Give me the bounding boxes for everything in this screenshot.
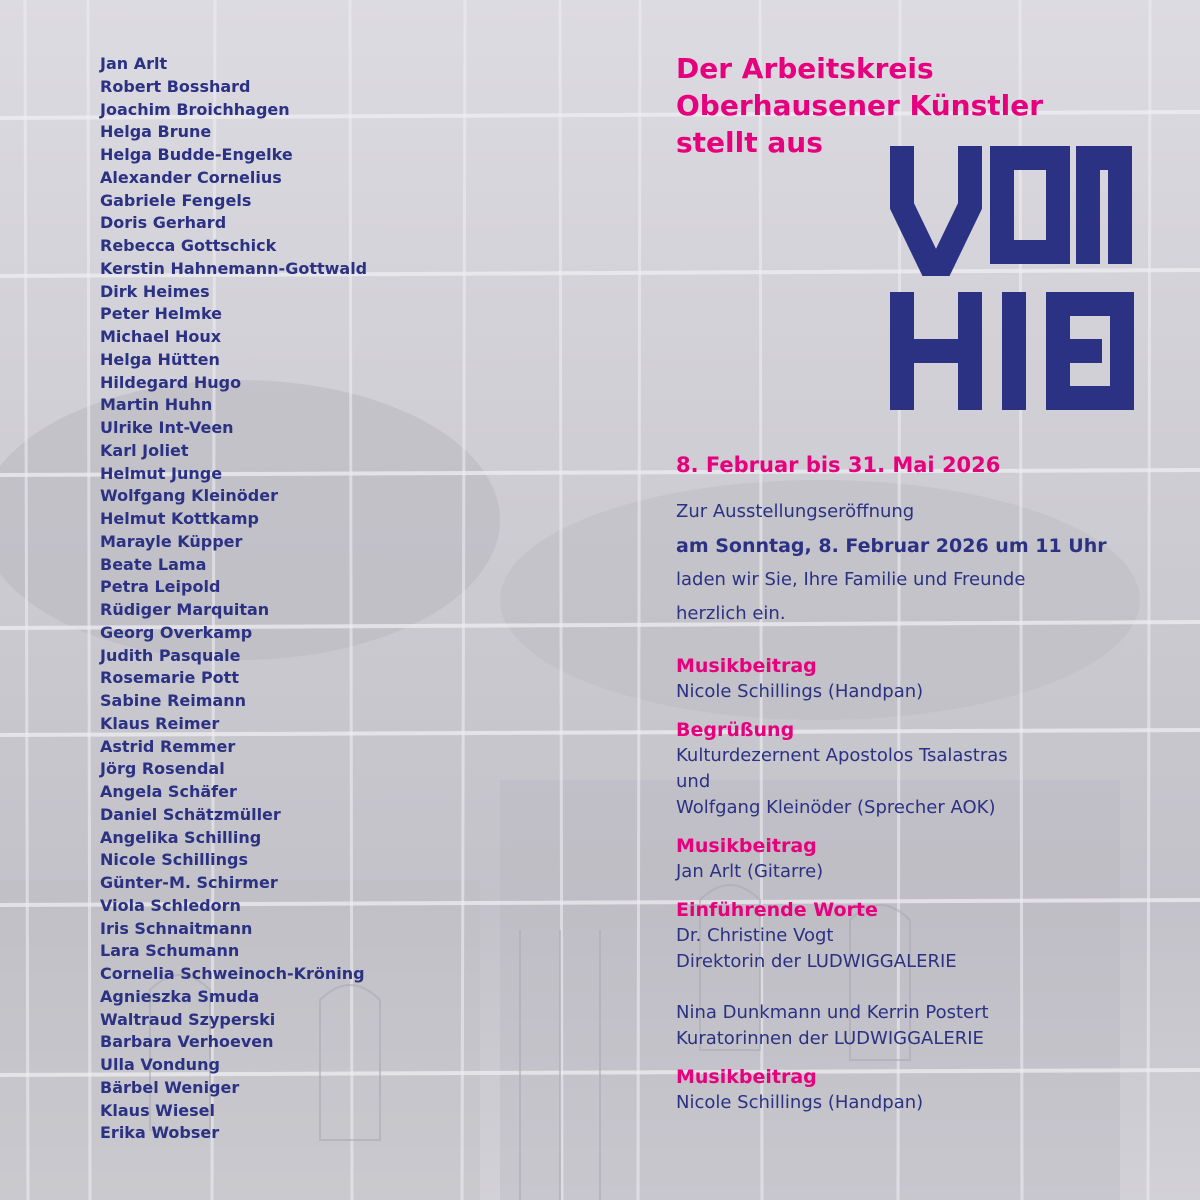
artist-name: Joachim Broichhagen <box>100 99 290 119</box>
artist-name: Angelika Schilling <box>100 827 262 847</box>
program-list <box>676 653 1176 1128</box>
program-item <box>676 1064 1176 1116</box>
artist-name: Petra Leipold <box>100 577 221 597</box>
artist-name: Lara Schumann <box>100 941 240 961</box>
artist-name: Judith Pasquale <box>100 645 241 665</box>
artist-name: Günter-M. Schirmer <box>100 873 278 892</box>
program-line: Kuratorinnen der LUDWIGGALERIE <box>676 1028 984 1049</box>
artist-name: Dirk Heimes <box>100 281 210 301</box>
artist-name: Helga Brune <box>100 122 212 142</box>
headline-line-1: Der Arbeitskreis <box>676 52 934 85</box>
artist-name: Agnieszka Smuda <box>100 986 260 1006</box>
program-role: Musikbeitrag <box>676 835 817 857</box>
artist-name: Erika Wobser <box>100 1123 220 1143</box>
artist-name: Bärbel Weniger <box>100 1077 240 1097</box>
artist-name: Iris Schnaitmann <box>100 918 253 938</box>
artist-name: Alexander Cornelius <box>100 167 282 187</box>
program-line: Dr. Christine Vogt <box>676 925 834 946</box>
program-role: Musikbeitrag <box>676 1066 817 1088</box>
headline-line-2: Oberhausener Künstler <box>676 89 1044 122</box>
von-hier-logo <box>890 146 1144 410</box>
program-item <box>676 833 1176 885</box>
artist-name: Jan Arlt <box>100 54 168 73</box>
program-line: Direktorin der LUDWIGGALERIE <box>676 951 957 972</box>
program-line: Wolfgang Kleinöder (Sprecher AOK) <box>676 797 996 818</box>
artist-name: Ulrike Int-Veen <box>100 418 234 437</box>
invite-line-4: herzlich ein. <box>676 603 786 624</box>
headline-line-3: stellt aus <box>676 126 823 159</box>
artist-name: Angela Schäfer <box>100 782 237 801</box>
exhibition-dates: 8. Februar bis 31. Mai 2026 <box>676 453 1001 477</box>
artist-name: Martin Huhn <box>100 395 213 415</box>
program-role: Begrüßung <box>676 719 795 741</box>
artist-name: Klaus Wiesel <box>100 1100 216 1120</box>
artist-name: Beate Lama <box>100 554 207 574</box>
program-line: Jan Arlt (Gitarre) <box>676 861 824 882</box>
artist-name: Peter Helmke <box>100 304 222 324</box>
artist-name: Klaus Reimer <box>100 713 220 733</box>
artist-name: Cornelia Schweinoch-Kröning <box>100 964 365 983</box>
invite-line-3: laden wir Sie, Ihre Familie und Freunde <box>676 569 1026 590</box>
artist-name: Hildegard Hugo <box>100 372 242 392</box>
opening-datetime: am Sonntag, 8. Februar 2026 um 11 Uhr <box>676 535 1107 557</box>
program-item <box>676 653 1176 705</box>
program-role: Einführende Worte <box>676 899 878 921</box>
artist-name: Gabriele Fengels <box>100 190 252 210</box>
artist-name: Barbara Verhoeven <box>100 1032 274 1052</box>
artist-name: Daniel Schätzmüller <box>100 804 281 824</box>
artist-name: Karl Joliet <box>100 440 189 460</box>
program-role: Musikbeitrag <box>676 655 817 677</box>
artist-name: Helga Hütten <box>100 349 220 369</box>
artist-name: Rebecca Gottschick <box>100 236 277 255</box>
artist-name: Michael Houx <box>100 327 222 346</box>
program-line: Nicole Schillings (Handpan) <box>676 681 924 702</box>
artist-name: Kerstin Hahnemann-Gottwald <box>100 258 368 278</box>
program-item <box>676 897 1176 1052</box>
artist-name: Helmut Junge <box>100 463 223 483</box>
artist-name: Waltraud Szyperski <box>100 1009 276 1029</box>
artist-name: Viola Schledorn <box>100 895 241 915</box>
program-item <box>676 717 1176 821</box>
program-line: Kulturdezernent Apostolos Tsalastras <box>676 745 1008 766</box>
program-line: und <box>676 771 711 792</box>
artist-name: Doris Gerhard <box>100 213 227 233</box>
headline <box>676 50 1043 161</box>
program-line: Nina Dunkmann und Kerrin Postert <box>676 1002 989 1023</box>
artist-name: Georg Overkamp <box>100 622 253 642</box>
artist-name: Helga Budde-Engelke <box>100 145 293 164</box>
artist-name: Jörg Rosendal <box>100 759 225 779</box>
artist-name: Helmut Kottkamp <box>100 509 259 528</box>
invite-line-1: Zur Ausstellungseröffnung <box>676 501 915 522</box>
invitation-text <box>676 495 1176 631</box>
artist-name: Nicole Schillings <box>100 850 248 870</box>
artist-name: Rüdiger Marquitan <box>100 600 270 619</box>
artist-name: Robert Bosshard <box>100 76 251 96</box>
artist-name: Ulla Vondung <box>100 1055 220 1074</box>
program-line: Nicole Schillings (Handpan) <box>676 1092 924 1113</box>
artist-list <box>100 53 367 1145</box>
artist-name: Rosemarie Pott <box>100 668 239 688</box>
artist-name: Marayle Küpper <box>100 531 243 551</box>
artist-name: Wolfgang Kleinöder <box>100 486 278 506</box>
artist-name: Sabine Reimann <box>100 691 246 710</box>
artist-name: Astrid Remmer <box>100 736 236 756</box>
